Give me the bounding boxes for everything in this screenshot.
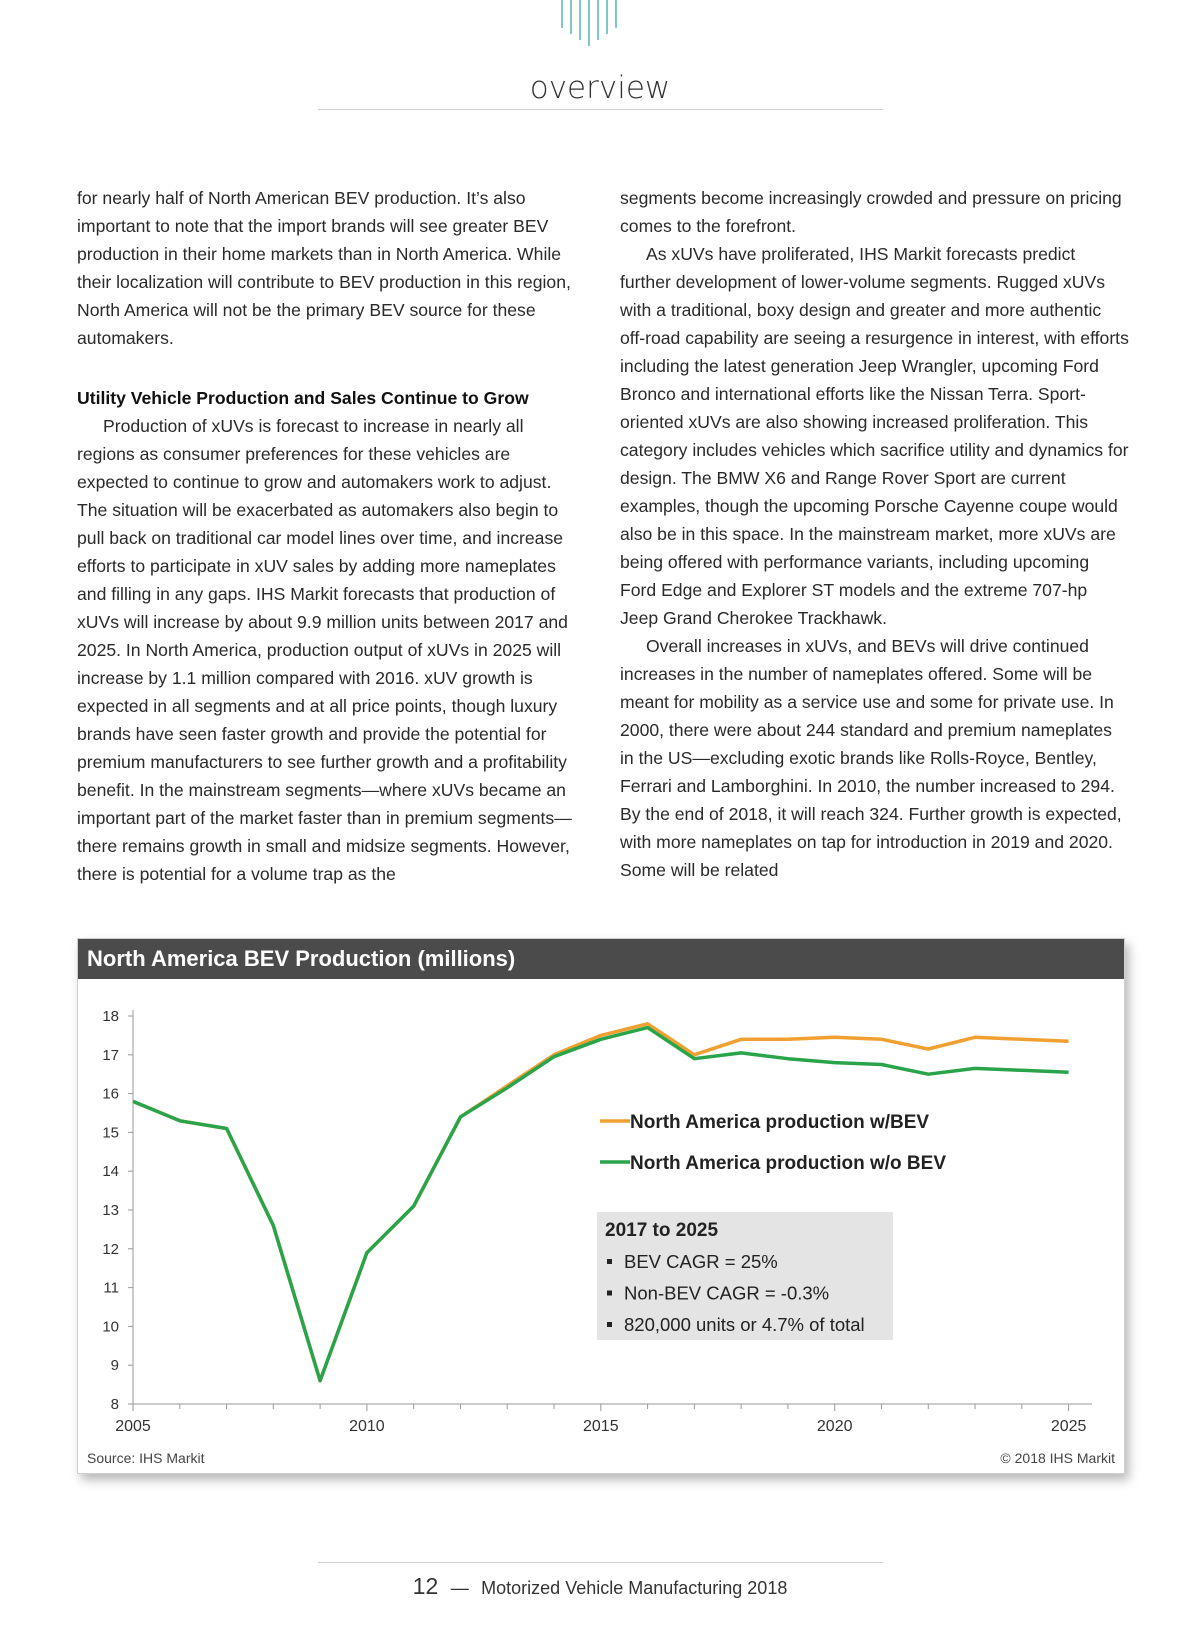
header-decoration-lines-icon [556, 0, 636, 48]
y-tick-label: 11 [103, 1279, 119, 1297]
y-tick-label: 15 [102, 1124, 119, 1142]
right-paragraph-3: Overall increases in xUVs, and BEVs will drive continued increases in the number of nameplates offered. Some will be meant for mobility as a service use and some for private use. In 2000, there were about 244 standard and premium nameplates in the US—excluding exotic brands like Rolls-Royce, Bentley, Ferrari and Lamborghini. In 2010, the number increased to 294. By the end of 2018, it will reach 324. Further growth is expected, with more nameplates on tap for introduction in 2019 and 2020. Some will be related [620, 636, 1122, 880]
x-tick-label: 2015 [583, 1418, 619, 1435]
y-tick-label: 10 [102, 1318, 119, 1336]
chart-header [78, 939, 1124, 979]
chart-source: Source: IHS Markit [87, 1450, 205, 1466]
footer-separator: — [450, 1578, 469, 1598]
bev-production-chart [77, 938, 1125, 1474]
chart-plot [78, 979, 1124, 1449]
y-tick-label: 8 [110, 1396, 119, 1413]
publication-title: Motorized Vehicle Manufacturing 2018 [481, 1578, 788, 1598]
x-tick-label: 2020 [816, 1418, 853, 1435]
left-paragraph-1: for nearly half of North American BEV production. It’s also important to note that the import brands will see greater BEV production in their home markets than in North America. While their localization will contribute to BEV production in this region, North America will not be the primary BEV source for these automakers. [77, 188, 571, 348]
annotation-bullet [607, 1291, 612, 1296]
left-paragraph-2: Production of xUVs is forecast to increase in nearly all regions as consumer preferences for these vehicles are expected to continue to grow and automakers work to adjust. The situation will be exacerbated as automakers also begin to pull back on traditional car model lines over time, and increase efforts to participate in xUV sales by adding more nameplates and filling in any gaps. IHS Markit forecasts that production of xUVs will increase by about 9.9 million units between 2017 and 2025. In North America, production output of xUVs in 2025 will increase by 1.1 million compared with 2016. xUV growth is expected in all segments and at all price points, though luxury brands have seen faster growth and provide the potential for premium manufacturers to see further growth and a profitability benefit. In the mainstream segments—where xUVs became an important part of the market faster than in premium segments—there remains growth in small and midsize segments. However, there is potential for a volume trap as the [77, 416, 572, 884]
page-number: 12 [412, 1573, 439, 1599]
y-tick-label: 18 [102, 1008, 119, 1025]
section-title: overview [529, 70, 671, 106]
header-divider [318, 109, 883, 110]
right-column [620, 184, 1130, 884]
x-tick-label: 2005 [115, 1418, 151, 1435]
annotation-item: 820,000 units or 4.7% of total [624, 1314, 865, 1335]
right-paragraph-1: segments become increasingly crowded and pressure on pricing comes to the forefront. [620, 188, 1122, 236]
left-column [77, 184, 582, 888]
annotation-bullet [607, 1322, 612, 1327]
x-tick-label: 2010 [349, 1418, 385, 1435]
chart-copyright: © 2018 IHS Markit [1000, 1450, 1115, 1466]
page-footer [0, 1573, 1200, 1600]
annotation-item: Non-BEV CAGR = -0.3% [624, 1282, 830, 1304]
y-tick-label: 9 [110, 1357, 119, 1375]
annotation-bullet [607, 1259, 612, 1264]
section-subheading: Utility Vehicle Production and Sales Continue to Grow [77, 388, 529, 408]
right-paragraph-2: As xUVs have proliferated, IHS Markit forecasts predict further development of lower-volume segments. Rugged xUVs with a traditional, boxy design and greater and more authentic off-road capability are seeing a resurgence in interest, with efforts including the latest generation Jeep Wrangler, upcoming Ford Bronco and international efforts like the Nissan Terra. Sport-oriented xUVs are also showing increased proliferation. This category includes vehicles which sacrifice utility and dynamics for design. The BMW X6 and Range Rover Sport are current examples, though the upcoming Porsche Cayenne coupe would also be in this space. In the mainstream market, more xUVs are being offered with performance variants, including upcoming Ford Edge and Explorer ST models and the extreme 707-hp Jeep Grand Cherokee Trackhawk. [620, 244, 1129, 628]
y-tick-label: 14 [102, 1163, 119, 1181]
legend-label: North America production w/BEV [630, 1112, 930, 1133]
y-tick-label: 17 [102, 1046, 119, 1064]
chart-title: North America BEV Production (millions) [87, 946, 516, 971]
y-tick-label: 12 [102, 1240, 119, 1258]
annotation-item: BEV CAGR = 25% [624, 1251, 778, 1272]
legend-label: North America production w/o BEV [630, 1153, 946, 1174]
footer-divider [318, 1562, 883, 1563]
x-tick-label: 2025 [1050, 1418, 1087, 1435]
y-tick-label: 16 [102, 1085, 119, 1103]
annotation-title: 2017 to 2025 [605, 1220, 719, 1241]
y-tick-label: 13 [102, 1202, 119, 1219]
